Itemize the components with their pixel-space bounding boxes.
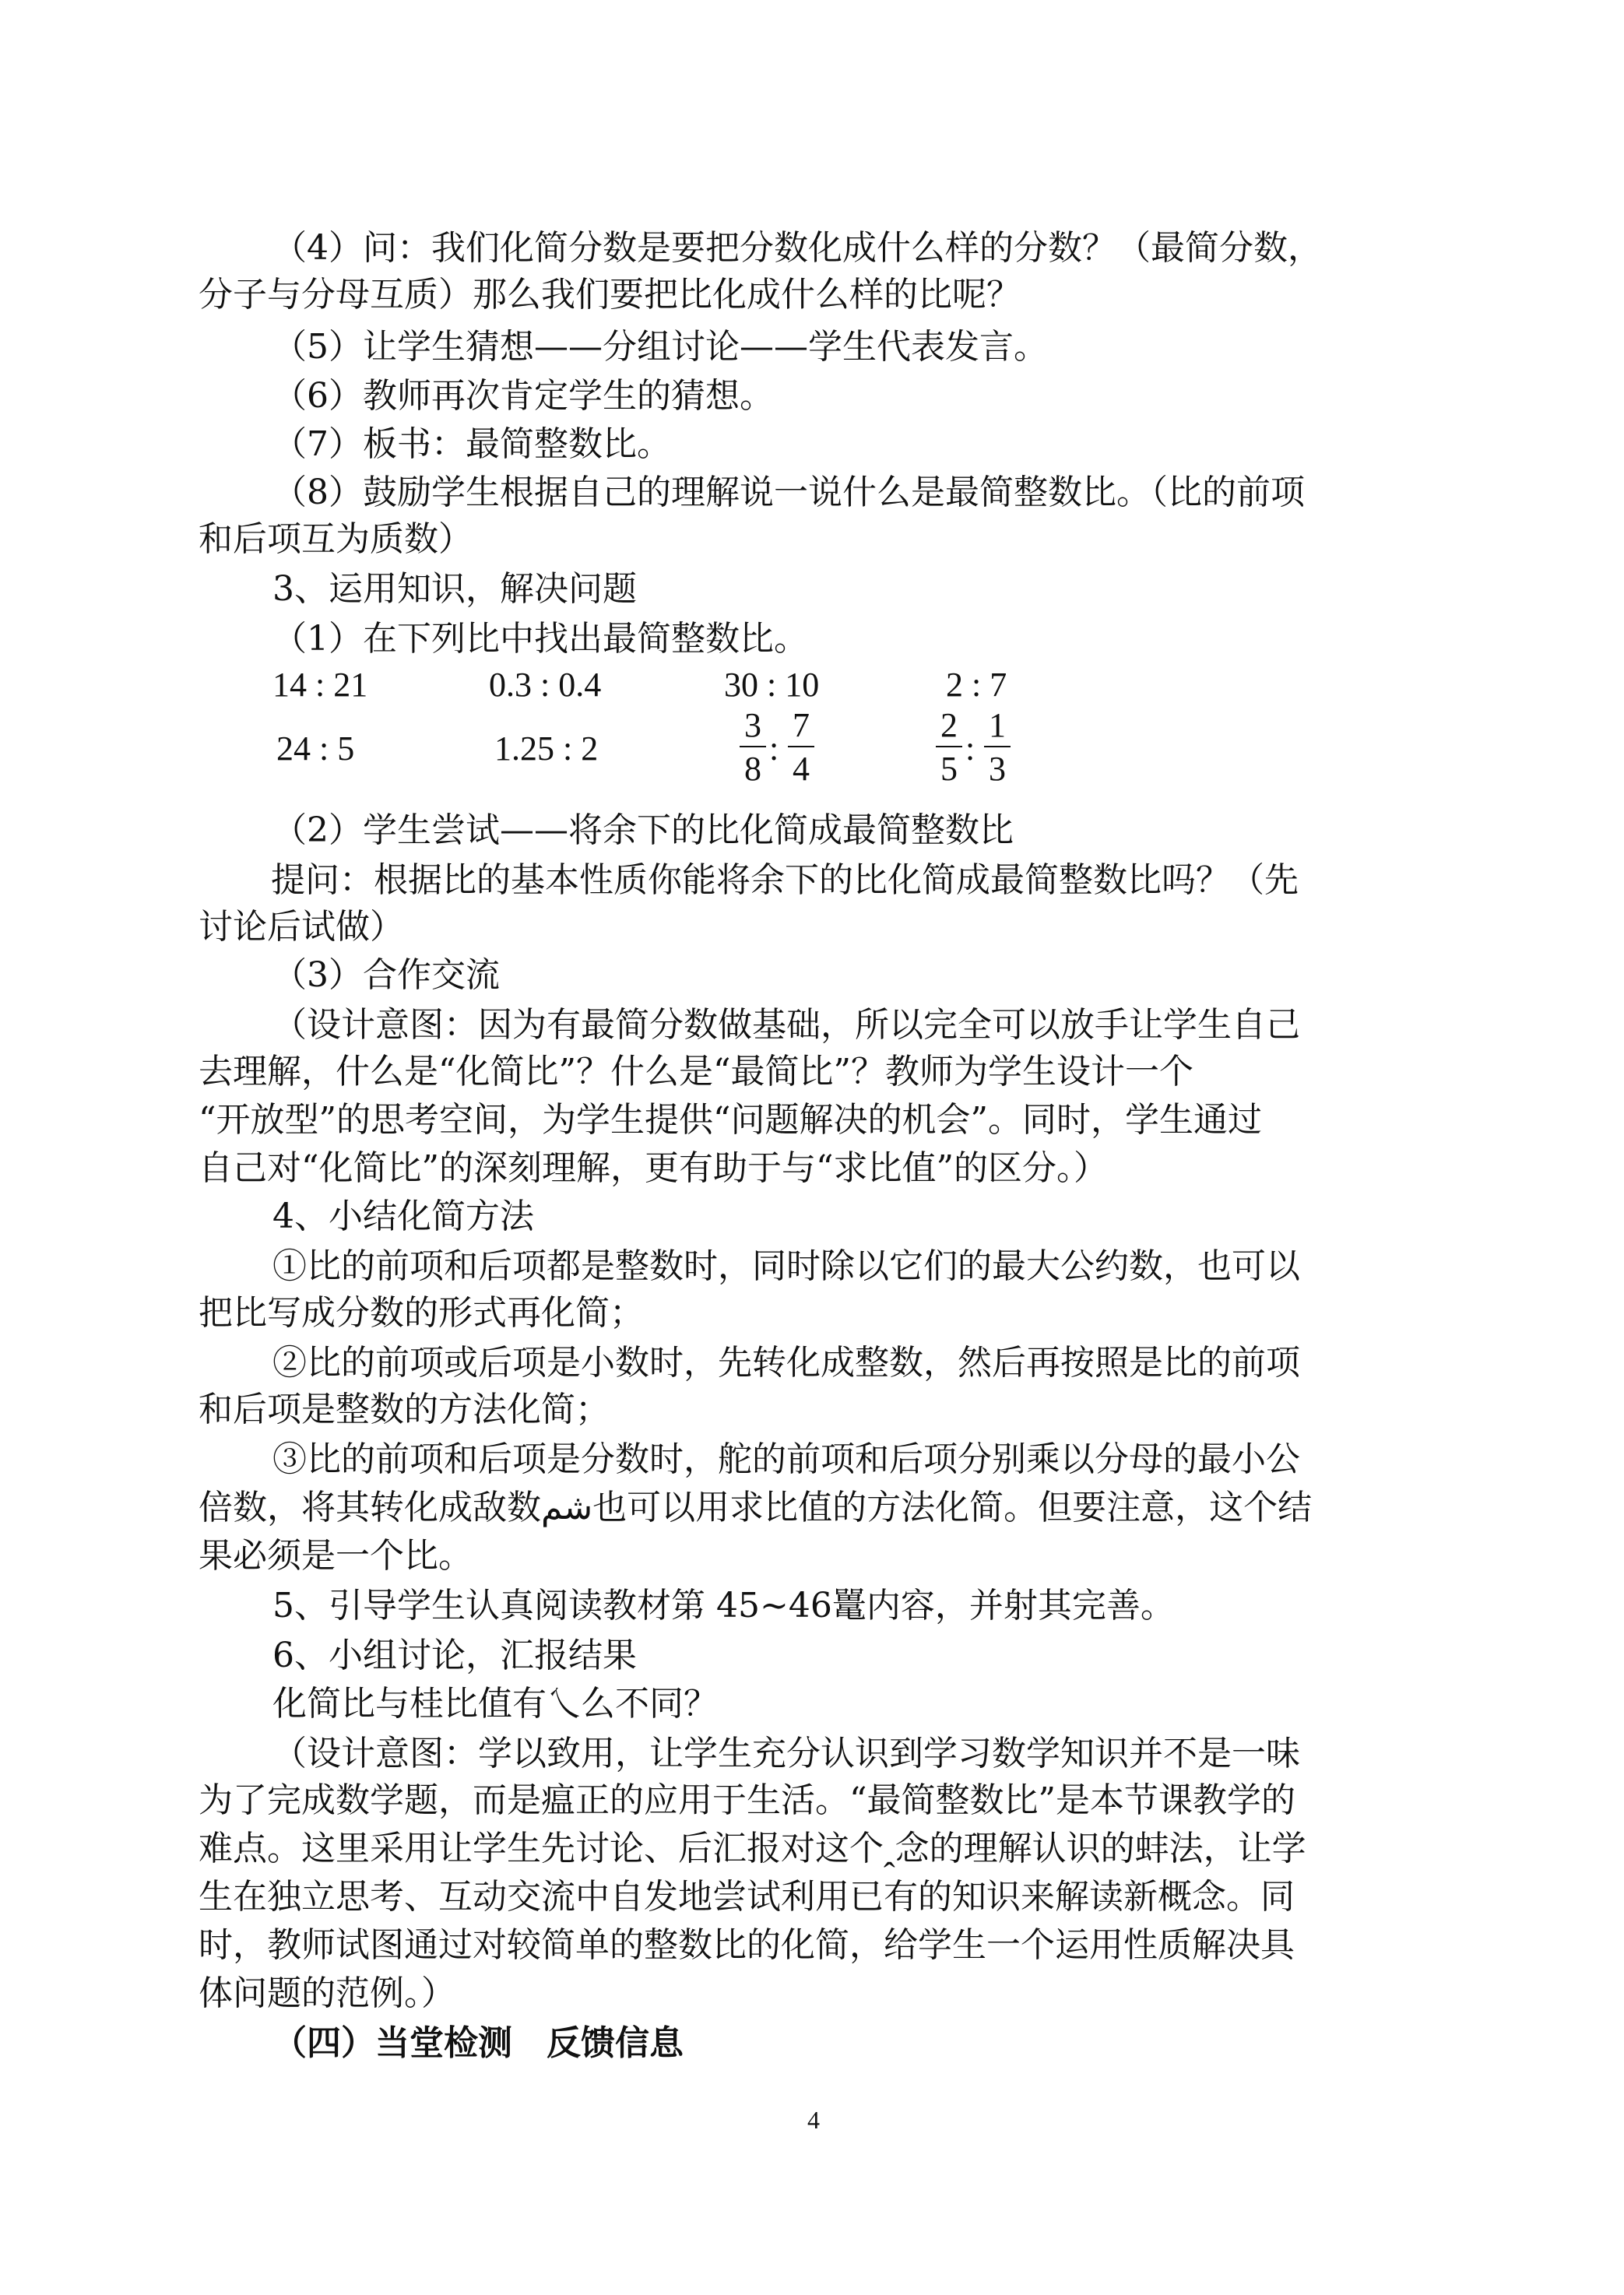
section-heading: 5、引导学生认真阅读教材第 45~46鼍内容，并射其完善。 (272, 1586, 1175, 1625)
fraction-denominator: 5 (940, 750, 958, 788)
text-line: ①比的前项和后项都是整数时，同时除以它们的最大公约数，也可以 (272, 1246, 1300, 1286)
text-line: （设计意图：学以致用，让学生充分认识到学习数学知识并不是一味 (272, 1734, 1300, 1773)
ratio-item: 1.25 : 2 (494, 729, 599, 768)
text-line: 分子与分母互质）那么我们要把比化成什么样的比呢？ (199, 275, 1021, 315)
section-heading: 3、运用知识，解决问题 (272, 569, 637, 609)
text-line: 讨论后试做） (199, 907, 404, 947)
text-line: （3）合作交流 (272, 955, 500, 995)
fraction (936, 707, 962, 788)
text-line: （设计意图：因为有最简分数做基础，所以完全可以放手让学生自己 (272, 1005, 1300, 1045)
text-line: ③比的前项和后项是分数时，舵的前项和后项分别乘以分母的最小公 (272, 1439, 1300, 1479)
fraction-bar (984, 746, 1011, 747)
text-line: 自己对“化简比”的深刻理解，更有助于与“求比值”的区分。） (199, 1148, 1108, 1188)
text-line: 和后项是整数的方法化简； (199, 1390, 610, 1429)
ratio-colon: : (769, 729, 779, 768)
text-line: 为了完成数学题，而是瘟正的应用于生活。“最简整数比”是本节课教学的 (199, 1780, 1295, 1820)
text-line: （5）让学生猜想——分组讨论——学生代表发言。 (272, 327, 1048, 367)
text-line: （8）鼓励学生根据自己的理解说一说什么是最简整数比。（比的前项 (272, 473, 1305, 512)
text-line: 难点。这里采用让学生先讨论、后汇报对这个ꞈ念的理解认识的蚌法，让学 (199, 1829, 1306, 1868)
text-line: 体问题的范例。） (199, 1973, 455, 2013)
fraction-numerator: 1 (989, 706, 1006, 744)
text-line: ②比的前项或后项是小数时，先转化成整数，然后再按照是比的前项 (272, 1343, 1300, 1383)
fraction-denominator: 3 (989, 750, 1006, 788)
fraction-numerator: 2 (940, 706, 958, 744)
section-heading: 6、小组讨论，汇报结果 (272, 1636, 637, 1675)
fraction-denominator: 8 (744, 750, 761, 788)
text-line: 生在独立思考、互动交流中自发地尝试利用已有的知识来解读新概念。同 (199, 1877, 1295, 1917)
fraction-denominator: 4 (793, 750, 810, 788)
ratio-item: 0.3 : 0.4 (489, 666, 602, 704)
fraction-numerator: 7 (793, 706, 810, 744)
text-line: （4）问：我们化简分数是要把分数化成什么样的分数？（最简分数， (272, 228, 1322, 268)
ratio-item: 24 : 5 (276, 729, 355, 768)
text-line: 时，教师试图通过对较简单的整数比的化简，给学生一个运用性质解决具 (199, 1925, 1295, 1965)
text-line: （2）学生尝试——将余下的比化简成最简整数比 (272, 810, 1014, 850)
text-line: 提问：根据比的基本性质你能将余下的比化简成最简整数比吗？（先 (271, 860, 1299, 900)
fraction-bar (936, 746, 962, 747)
text-line: 把比写成分数的形式再化简； (199, 1293, 644, 1333)
text-line: 果必须是一个比。 (199, 1536, 473, 1576)
fraction-bar (788, 746, 814, 747)
fraction (740, 707, 766, 788)
text-line: 倍数，将其转化成敌数شم也可以用求比值的方法化简。但要注意，这个结 (199, 1488, 1313, 1527)
text-line: 和后项互为质数） (199, 519, 473, 559)
fraction (984, 707, 1011, 788)
text-line: （6）教师再次肯定学生的猜想。 (272, 376, 774, 416)
fraction-numerator: 3 (744, 706, 761, 744)
ratio-item: 30 : 10 (724, 666, 820, 704)
page-number: 4 (807, 2106, 820, 2134)
ratio-colon: : (965, 729, 975, 768)
text-line: 去理解，什么是“化简比”？什么是“最简比”？教师为学生设计一个 (199, 1052, 1193, 1091)
fraction (788, 707, 814, 788)
section-heading: 4、小结化简方法 (272, 1197, 534, 1236)
text-line: “开放型”的思考空间，为学生提供“问题解决的机会”。同时，学生通过 (199, 1100, 1262, 1140)
section-title: （四）当堂检测 反馈信息 (272, 2023, 684, 2063)
text-line: （7）板书：最简整数比。 (272, 424, 671, 464)
ratio-item: 2 : 7 (946, 666, 1007, 704)
text-line: 化简比与桂比值有乀么不同？ (272, 1684, 718, 1724)
fraction-bar (740, 746, 766, 747)
text-line: （1）在下列比中找出最简整数比。 (272, 619, 808, 659)
ratio-item: 14 : 21 (272, 666, 368, 704)
